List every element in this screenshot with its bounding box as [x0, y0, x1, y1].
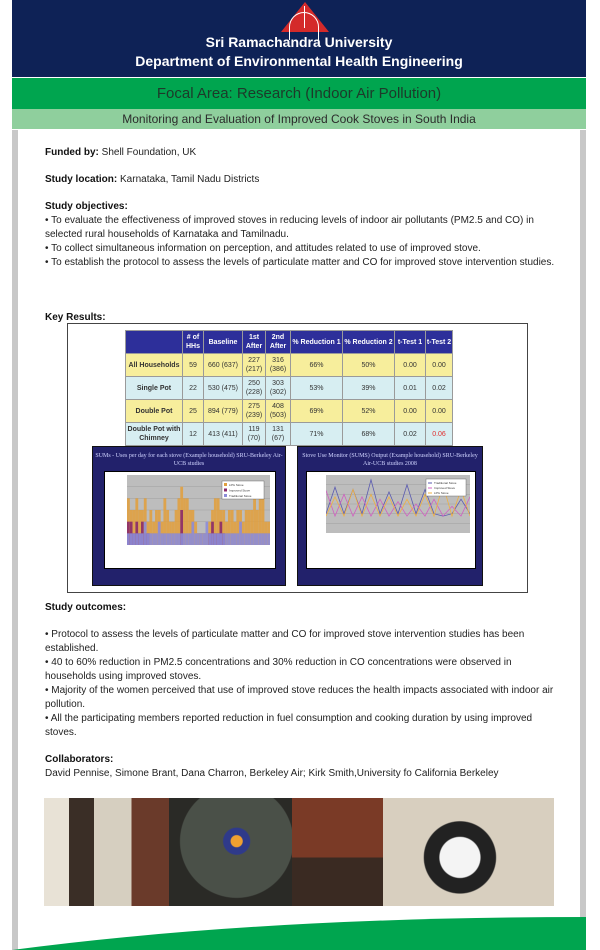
objective-item: • To evaluate the effectiveness of improved stoves in reducing levels of indoor air pollutants (PM2.5 and CO) in selected rural households of Karnataka and Tamilnadu.: [45, 215, 534, 240]
outcomes-heading: Study outcomes:: [45, 602, 127, 613]
cell-red2: 50%: [343, 354, 395, 377]
cell-baseline: 530 (475): [204, 377, 243, 400]
cell-after1: 227 (217): [243, 354, 266, 377]
cell-after2: 408 (503): [266, 400, 291, 423]
cell-red1: 66%: [291, 354, 343, 377]
cell-t2: 0.00: [426, 400, 453, 423]
cell-t1: 0.01: [395, 377, 426, 400]
kitchen-traditional-stove-photo: [44, 798, 169, 906]
study-location-value: Karnataka, Tamil Nadu Districts: [120, 174, 260, 185]
stove-use-monitor-device-photo: [383, 798, 554, 906]
sums-uses-chart: [92, 446, 286, 586]
svg-text:LPG Stove: LPG Stove: [229, 483, 244, 487]
department-name: Department of Environmental Health Engineering: [135, 53, 463, 69]
outcome-item: • All the participating members reported reduction in fuel consumption and cooking duration by using improved stoves.: [45, 713, 533, 738]
header-cell: 2nd After: [266, 331, 291, 354]
cell-hhs: 59: [183, 354, 204, 377]
header-cell: t-Test 2: [426, 331, 453, 354]
cell-t2: 0.00: [426, 354, 453, 377]
funded-by: [45, 146, 555, 160]
objective-item: • To collect simultaneous information on perception, and attitudes related to use of improved stove.: [45, 243, 481, 254]
collaborators-list: David Pennise, Simone Brant, Dana Charron, Berkeley Air; Kirk Smith,University fo California Berkeley: [45, 768, 499, 779]
svg-text:Traditional Stove: Traditional Stove: [434, 481, 457, 485]
cell-red1: 53%: [291, 377, 343, 400]
sums-temperature-chart: [297, 446, 483, 586]
cell-t2-highlight: 0.06: [426, 423, 453, 446]
row-label: Single Pot: [126, 377, 183, 400]
right-border: [580, 130, 586, 950]
chart-plot-area: [326, 475, 470, 533]
study-location: [45, 173, 555, 187]
cell-hhs: 25: [183, 400, 204, 423]
svg-text:Improved Stove: Improved Stove: [434, 486, 456, 490]
project-title-bar: Monitoring and Evaluation of Improved Cook Stoves in South India: [12, 109, 586, 129]
cell-red2: 68%: [343, 423, 395, 446]
cell-t1: 0.02: [395, 423, 426, 446]
funded-by-label: Funded by:: [45, 147, 99, 158]
cell-baseline: 894 (779): [204, 400, 243, 423]
outcome-item: • Protocol to assess the levels of particulate matter and CO for improved stove intervention studies has been established.: [45, 629, 525, 654]
row-label: Double Pot: [126, 400, 183, 423]
table-header-row: [126, 331, 453, 354]
cell-after1: 275 (239): [243, 400, 266, 423]
collaborators-heading: Collaborators:: [45, 754, 114, 765]
cell-red1: 69%: [291, 400, 343, 423]
chart-title: SUMs - Uses per day for each stove (Example household) SRU-Berkeley Air-UCB studies: [95, 453, 283, 467]
collaborators: [45, 753, 555, 781]
cell-baseline: 660 (637): [204, 354, 243, 377]
header-cell: 1st After: [243, 331, 266, 354]
header-cell: [126, 331, 183, 354]
header-cell: Baseline: [204, 331, 243, 354]
photo-strip: [44, 798, 554, 906]
cell-red2: 52%: [343, 400, 395, 423]
study-location-label: Study location:: [45, 174, 118, 185]
objective-item: • To establish the protocol to assess the levels of particulate matter and CO for improved stove intervention studies.: [45, 257, 555, 268]
cell-after2: 303 (302): [266, 377, 291, 400]
row-label: All Households: [126, 354, 183, 377]
funded-by-value: Shell Foundation, UK: [101, 147, 197, 158]
cell-baseline: 413 (411): [204, 423, 243, 446]
brick-wall-pots-photo: [292, 798, 383, 906]
cell-after2: 131 (67): [266, 423, 291, 446]
header-cell: % Reduction 1: [291, 331, 343, 354]
cell-hhs: 12: [183, 423, 204, 446]
table-row: [126, 377, 453, 400]
table-row: [126, 354, 453, 377]
outcome-item: • Majority of the women perceived that use of improved stove reduces the health impacts associated with indoor air pollution.: [45, 685, 554, 710]
university-name: Sri Ramachandra University: [205, 34, 393, 50]
header-cell: % Reduction 2: [343, 331, 395, 354]
cell-after1: 119 (70): [243, 423, 266, 446]
improved-stove-fire-photo: [169, 798, 292, 906]
chart-plot-area: [127, 475, 270, 545]
cell-red2: 39%: [343, 377, 395, 400]
outcome-item: • 40 to 60% reduction in PM2.5 concentrations and 30% reduction in CO concentrations were observed in households using improved stoves.: [45, 657, 512, 682]
cell-after1: 250 (228): [243, 377, 266, 400]
svg-text:Traditional Stove: Traditional Stove: [229, 494, 252, 498]
cell-t1: 0.00: [395, 400, 426, 423]
left-border: [12, 130, 18, 950]
results-table: [125, 330, 453, 446]
study-outcomes: [45, 628, 555, 740]
objectives-heading: Study objectives:: [45, 201, 128, 212]
table-row: [126, 423, 453, 446]
cell-t2: 0.02: [426, 377, 453, 400]
cell-t1: 0.00: [395, 354, 426, 377]
cell-red1: 71%: [291, 423, 343, 446]
key-results-heading: Key Results:: [45, 312, 106, 323]
cell-after2: 316 (386): [266, 354, 291, 377]
focal-area-bar: Focal Area: Research (Indoor Air Pollution): [12, 78, 586, 109]
chart-title: Stove Use Monitor (SUMS) Output (Example household) SRU-Berkeley Air-UCB studies 2008: [302, 453, 478, 467]
row-label: Double Pot with Chimney: [126, 423, 183, 446]
svg-text:Improved Stove: Improved Stove: [229, 488, 251, 493]
study-objectives: [45, 200, 555, 270]
cell-hhs: 22: [183, 377, 204, 400]
header-cell: t-Test 1: [395, 331, 426, 354]
svg-text:LPG Stove: LPG Stove: [434, 491, 449, 495]
table-row: [126, 400, 453, 423]
footer-green-swoosh: [12, 915, 586, 950]
header-cell: # of HHs: [183, 331, 204, 354]
